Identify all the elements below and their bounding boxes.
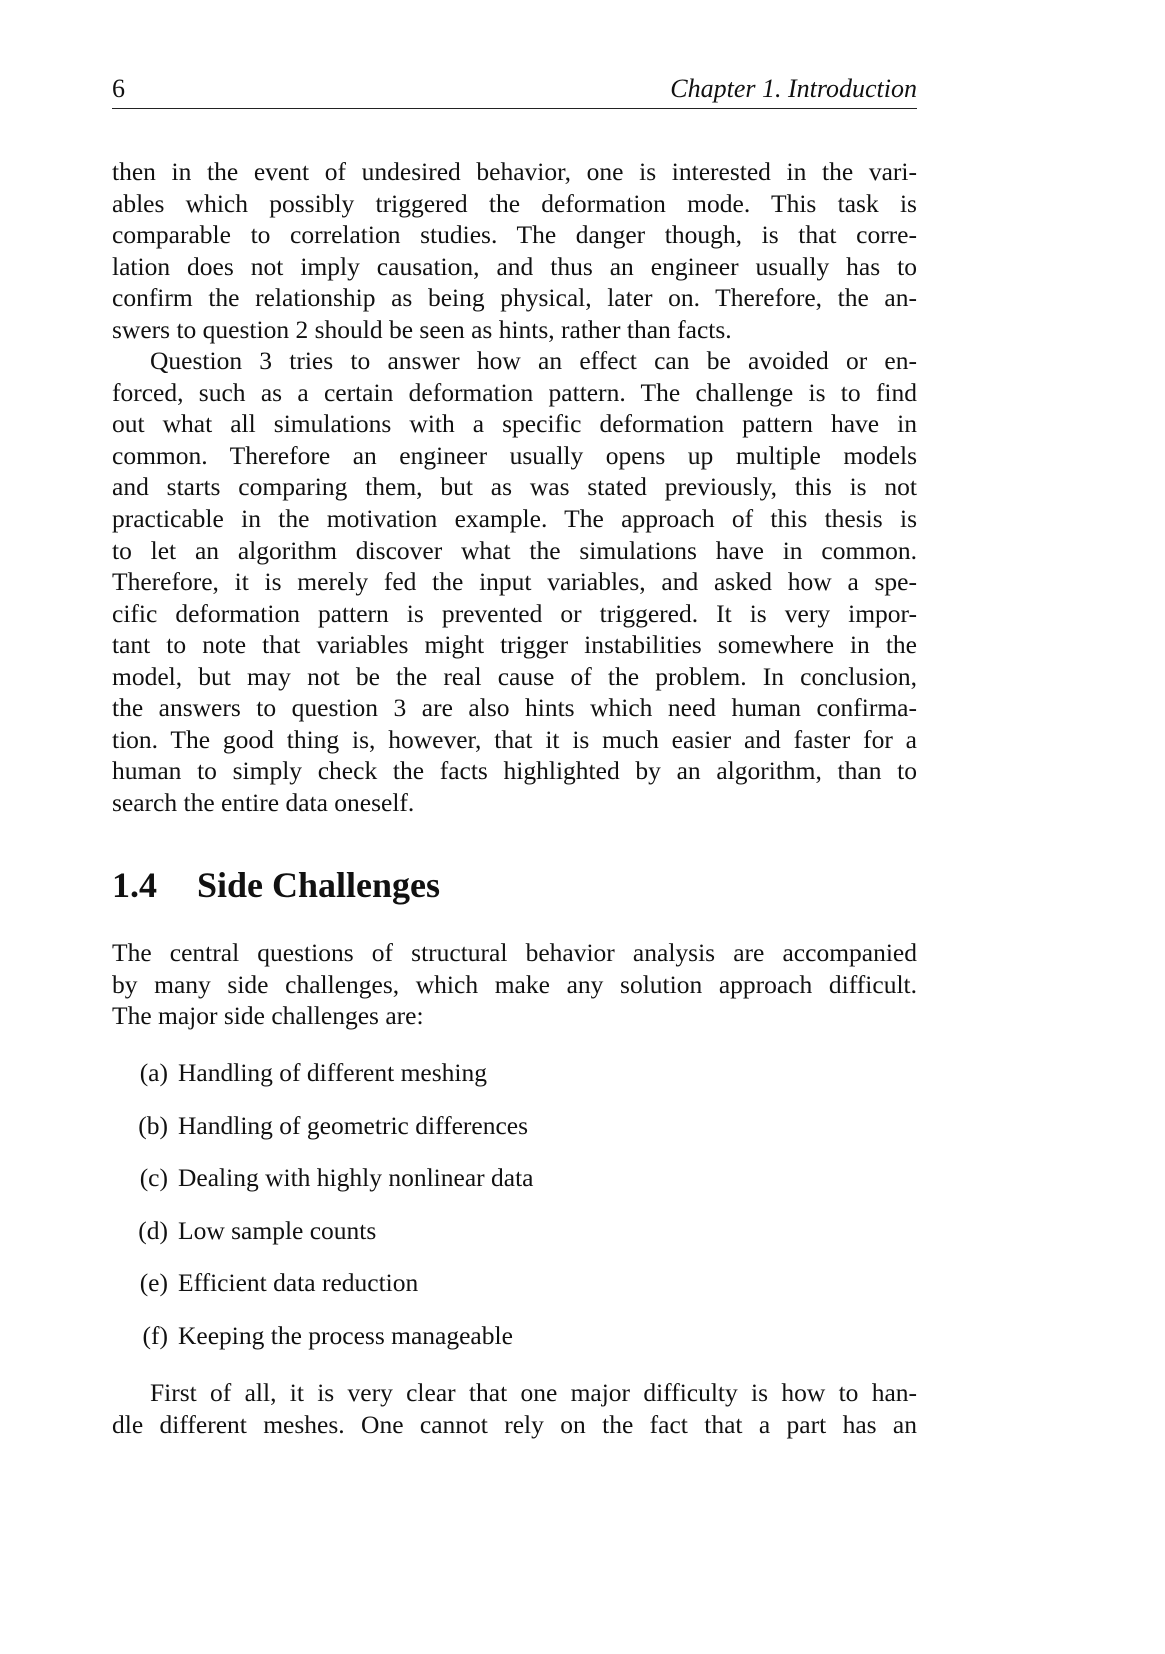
section-title: Side Challenges (197, 865, 441, 905)
text-line: ables which possibly triggered the deformation mode. This task is (112, 188, 917, 218)
list-label: (e) (139, 1268, 168, 1297)
list-label: (c) (139, 1163, 168, 1192)
paragraph-1 (112, 156, 917, 345)
list-text: Keeping the process manageable (178, 1321, 513, 1350)
closing-paragraph (112, 1377, 917, 1440)
text-line: cific deformation pattern is prevented or triggered. It is very impor- (112, 598, 917, 628)
text-line: tant to note that variables might trigger instabilities somewhere in the (112, 630, 917, 660)
text-line: out what all simulations with a specific deformation pattern have in (112, 409, 917, 439)
list-text: Dealing with highly nonlinear data (178, 1163, 534, 1192)
list-item (112, 1320, 917, 1352)
text-line: First of all, it is very clear that one major difficulty is how to han- (150, 1378, 917, 1407)
list-item (112, 1215, 917, 1247)
text-line: Question 3 tries to answer how an effect can be avoided or en- (150, 346, 917, 376)
text-line: common. Therefore an engineer usually opens up multiple models (112, 440, 917, 470)
list-label: (d) (138, 1216, 168, 1245)
list-label: (a) (139, 1058, 168, 1087)
intro-paragraph (112, 937, 917, 1032)
list-item (112, 1057, 917, 1089)
text-line: confirm the relationship as being physical, later on. Therefore, the an- (112, 283, 917, 313)
text-line: human to simply check the facts highlighted by an algorithm, than to (112, 756, 917, 786)
text-line: swers to question 2 should be seen as hints, rather than facts. (112, 314, 732, 344)
list-item (112, 1162, 917, 1194)
paragraph-2 (112, 345, 917, 818)
list-item (112, 1267, 917, 1299)
text-line: dle different meshes. One cannot rely on the fact that a part has an (112, 1409, 917, 1439)
section-heading (112, 864, 440, 906)
text-line: tion. The good thing is, however, that it is much easier and faster for a (112, 724, 917, 754)
list-label: (b) (138, 1111, 168, 1140)
list-label: (f) (142, 1321, 168, 1350)
list-text: Handling of different meshing (178, 1058, 488, 1087)
text-line: forced, such as a certain deformation pattern. The challenge is to find (112, 377, 917, 407)
list-text: Low sample counts (178, 1216, 377, 1245)
page-number: 6 (112, 74, 125, 103)
section-number: 1.4 (112, 865, 157, 905)
text-line: then in the event of undesired behavior, one is interested in the vari- (112, 157, 917, 186)
list-item (112, 1110, 917, 1142)
text-line: search the entire data oneself. (112, 787, 415, 817)
text-line: The major side challenges are: (112, 1001, 424, 1031)
text-line: by many side challenges, which make any solution approach difficult. (112, 969, 917, 999)
text-line: comparable to correlation studies. The danger though, is that corre- (112, 220, 917, 250)
text-line: Therefore, it is merely fed the input variables, and asked how a spe- (112, 567, 917, 597)
text-line: practicable in the motivation example. The approach of this thesis is (112, 504, 917, 534)
text-line: The central questions of structural behavior analysis are accompanied (112, 938, 917, 967)
text-line: model, but may not be the real cause of the problem. In conclusion, (112, 661, 917, 691)
page-header (112, 72, 917, 109)
list-text: Efficient data reduction (178, 1268, 419, 1297)
text-line: to let an algorithm discover what the simulations have in common. (112, 535, 917, 565)
text-line: and starts comparing them, but as was stated previously, this is not (112, 472, 917, 502)
text-line: the answers to question 3 are also hints which need human confirma- (112, 693, 917, 723)
text-line: lation does not imply causation, and thus an engineer usually has to (112, 251, 917, 281)
list-text: Handling of geometric differences (178, 1111, 529, 1140)
running-title: Chapter 1. Introduction (670, 74, 917, 103)
